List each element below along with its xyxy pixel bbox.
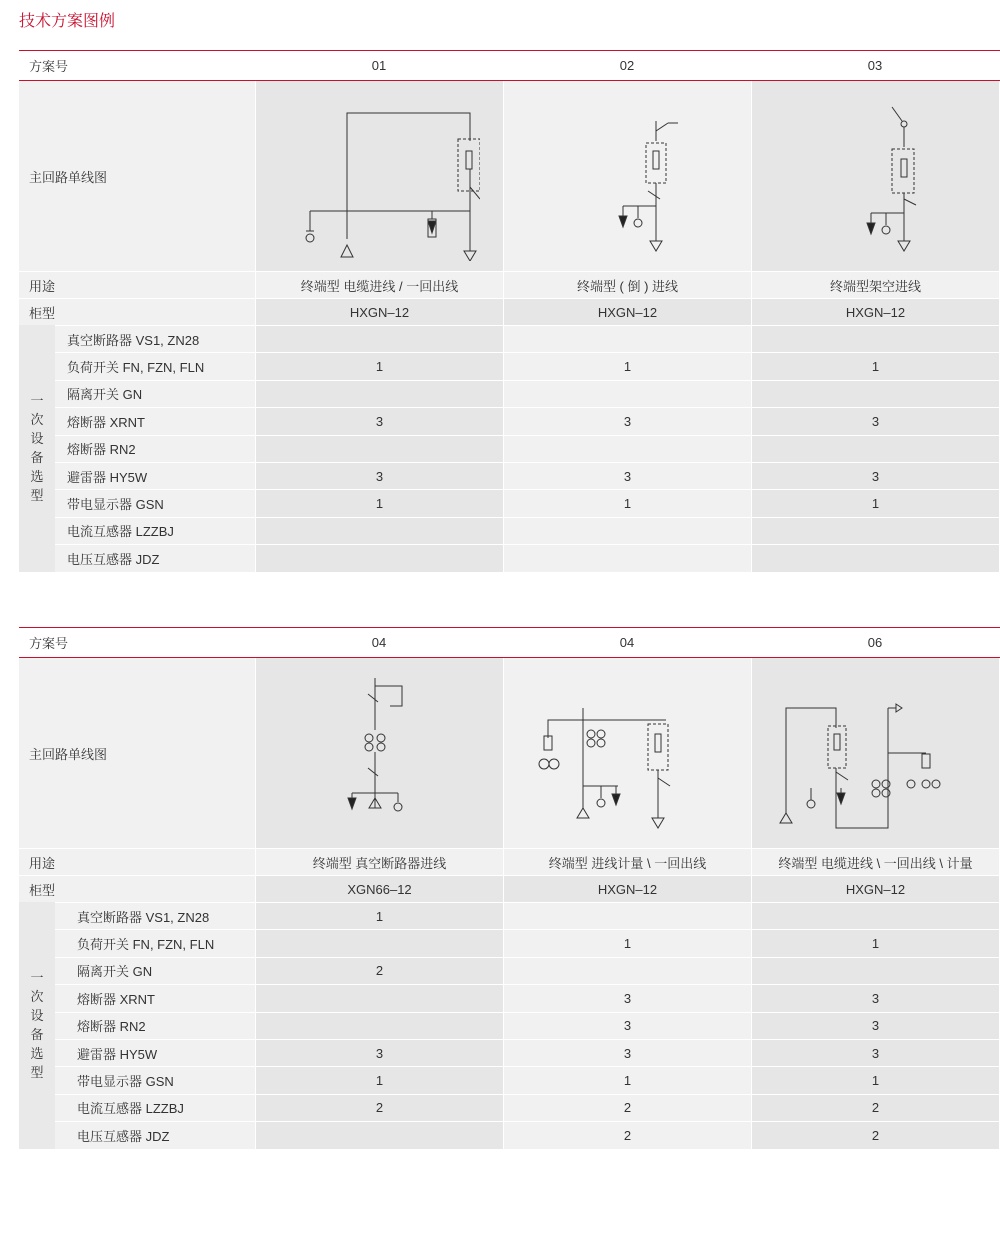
cabinet-row xyxy=(19,298,1000,325)
equipment-qty-cell: 1 xyxy=(503,490,751,516)
cabinet-row xyxy=(19,875,1000,902)
equipment-qty-cell xyxy=(751,958,999,984)
equipment-name: 电流互感器 LZZBJ xyxy=(55,518,255,544)
equipment-qty-cell: 3 xyxy=(503,1040,751,1066)
equipment-name: 负荷开关 FN, FZN, FLN xyxy=(55,353,255,379)
diagram-cell xyxy=(503,81,751,271)
equipment-row xyxy=(55,1066,1000,1093)
cabinet-label: 柜型 xyxy=(19,876,255,902)
equipment-name: 熔断器 XRNT xyxy=(55,408,255,434)
diagram-label: 主回路单线图 xyxy=(19,81,255,271)
usage-cell: 终端型架空进线 xyxy=(751,272,999,298)
equipment-qty-cell xyxy=(751,545,999,571)
equipment-row xyxy=(55,984,1000,1011)
equipment-name: 带电显示器 GSN xyxy=(55,490,255,516)
diagram-cell xyxy=(255,658,503,848)
equipment-qty-cell: 3 xyxy=(751,463,999,489)
cabinet-cell: HXGN–12 xyxy=(503,876,751,902)
equipment-row xyxy=(55,325,1000,352)
equipment-row xyxy=(55,517,1000,544)
equipment-row xyxy=(55,1012,1000,1039)
equipment-qty-cell: 2 xyxy=(751,1095,999,1121)
single-line-diagram-icon xyxy=(518,668,738,838)
usage-row xyxy=(19,271,1000,298)
equipment-qty-cell: 3 xyxy=(751,1013,999,1039)
scheme-no-cell: 06 xyxy=(867,635,883,650)
equipment-qty-cell xyxy=(255,436,503,462)
cabinet-cell: HXGN–12 xyxy=(751,876,999,902)
equipment-qty-cell: 1 xyxy=(751,353,999,379)
equipment-row xyxy=(55,544,1000,571)
equipment-side-label xyxy=(19,325,55,572)
equipment-qty-cell: 2 xyxy=(503,1095,751,1121)
equipment-side-char: 型 xyxy=(30,488,44,504)
equipment-qty-cell xyxy=(503,903,751,929)
cabinet-cell: HXGN–12 xyxy=(503,299,751,325)
usage-label: 用途 xyxy=(19,849,255,875)
equipment-qty-cell: 1 xyxy=(255,490,503,516)
equipment-qty-cell: 1 xyxy=(751,1067,999,1093)
equipment-row xyxy=(55,380,1000,407)
equipment-row xyxy=(55,1121,1000,1148)
usage-cell: 终端型 真空断路器进线 xyxy=(255,849,503,875)
diagram-cell xyxy=(503,658,751,848)
equipment-qty-cell: 3 xyxy=(255,408,503,434)
usage-cell: 终端型 ( 倒 ) 进线 xyxy=(503,272,751,298)
equipment-qty-cell: 1 xyxy=(751,930,999,956)
equipment-qty-cell: 1 xyxy=(255,903,503,929)
equipment-qty-cell: 1 xyxy=(255,353,503,379)
cabinet-cell: XGN66–12 xyxy=(255,876,503,902)
equipment-row xyxy=(55,435,1000,462)
equipment-name: 避雷器 HY5W xyxy=(55,463,255,489)
header-row xyxy=(19,51,1000,81)
scheme-table-1 xyxy=(19,50,1000,572)
usage-label: 用途 xyxy=(19,272,255,298)
equipment-name: 电流互感器 LZZBJ xyxy=(55,1095,255,1121)
diagram-cell xyxy=(751,81,999,271)
equipment-qty-cell xyxy=(751,518,999,544)
scheme-no-cell: 04 xyxy=(619,635,635,650)
equipment-qty-cell xyxy=(255,326,503,352)
equipment-qty-cell xyxy=(255,985,503,1011)
single-line-diagram-icon xyxy=(766,668,986,838)
diagram-cell xyxy=(255,81,503,271)
equipment-qty-cell xyxy=(255,930,503,956)
equipment-qty-cell: 2 xyxy=(503,1122,751,1148)
equipment-qty-cell xyxy=(751,381,999,407)
cabinet-label: 柜型 xyxy=(19,299,255,325)
equipment-row xyxy=(55,352,1000,379)
equipment-qty-cell xyxy=(255,1122,503,1148)
diagram-row xyxy=(19,658,1000,848)
equipment-qty-cell: 3 xyxy=(503,1013,751,1039)
equipment-block xyxy=(19,325,1000,572)
equipment-side-char: 选 xyxy=(30,469,44,485)
single-line-diagram-icon xyxy=(280,91,480,261)
equipment-block xyxy=(19,902,1000,1149)
equipment-side-char: 次 xyxy=(30,412,44,428)
equipment-row xyxy=(55,462,1000,489)
equipment-side-char: 设 xyxy=(30,1008,44,1024)
equipment-name: 负荷开关 FN, FZN, FLN xyxy=(55,930,255,956)
equipment-qty-cell xyxy=(751,436,999,462)
equipment-qty-cell: 2 xyxy=(751,1122,999,1148)
cabinet-cell: HXGN–12 xyxy=(751,299,999,325)
equipment-side-char: 备 xyxy=(30,1027,44,1043)
equipment-row xyxy=(55,929,1000,956)
equipment-side-char: 一 xyxy=(30,393,44,409)
equipment-name: 熔断器 RN2 xyxy=(55,436,255,462)
equipment-side-char: 设 xyxy=(30,431,44,447)
header-row xyxy=(19,628,1000,658)
equipment-qty-cell: 3 xyxy=(503,463,751,489)
equipment-name: 熔断器 XRNT xyxy=(55,985,255,1011)
diagram-row xyxy=(19,81,1000,271)
equipment-qty-cell xyxy=(255,545,503,571)
equipment-qty-cell xyxy=(503,545,751,571)
equipment-row xyxy=(55,1039,1000,1066)
equipment-side-label xyxy=(19,902,55,1149)
scheme-table-2 xyxy=(19,627,1000,1149)
equipment-qty-cell: 3 xyxy=(255,1040,503,1066)
equipment-rows xyxy=(55,325,1000,572)
usage-row xyxy=(19,848,1000,875)
equipment-side-char: 一 xyxy=(30,970,44,986)
equipment-side-char: 选 xyxy=(30,1046,44,1062)
equipment-qty-cell xyxy=(503,381,751,407)
equipment-qty-cell xyxy=(503,326,751,352)
equipment-qty-cell: 3 xyxy=(503,408,751,434)
equipment-qty-cell: 3 xyxy=(503,985,751,1011)
equipment-name: 电压互感器 JDZ xyxy=(55,545,255,571)
equipment-qty-cell: 2 xyxy=(255,1095,503,1121)
equipment-qty-cell: 1 xyxy=(503,930,751,956)
single-line-diagram-icon xyxy=(776,91,976,261)
equipment-row xyxy=(55,902,1000,929)
equipment-side-char: 型 xyxy=(30,1065,44,1081)
equipment-name: 避雷器 HY5W xyxy=(55,1040,255,1066)
equipment-qty-cell xyxy=(255,518,503,544)
scheme-no-cell: 04 xyxy=(371,635,387,650)
equipment-qty-cell: 3 xyxy=(255,463,503,489)
equipment-qty-cell xyxy=(255,381,503,407)
single-line-diagram-icon xyxy=(280,668,480,838)
equipment-qty-cell: 1 xyxy=(255,1067,503,1093)
scheme-no-cell: 01 xyxy=(371,58,387,73)
equipment-row xyxy=(55,407,1000,434)
equipment-qty-cell xyxy=(255,1013,503,1039)
equipment-qty-cell: 3 xyxy=(751,1040,999,1066)
equipment-name: 电压互感器 JDZ xyxy=(55,1122,255,1148)
usage-cell: 终端型 电缆进线 / 一回出线 xyxy=(255,272,503,298)
equipment-qty-cell: 3 xyxy=(751,985,999,1011)
diagram-cell xyxy=(751,658,999,848)
scheme-no-label: 方案号 xyxy=(29,59,69,74)
equipment-row xyxy=(55,1094,1000,1121)
equipment-qty-cell: 1 xyxy=(503,1067,751,1093)
usage-cell: 终端型 电缆进线 \ 一回出线 \ 计量 xyxy=(751,849,999,875)
equipment-rows xyxy=(55,902,1000,1149)
equipment-row xyxy=(55,489,1000,516)
equipment-qty-cell xyxy=(751,903,999,929)
equipment-qty-cell xyxy=(503,518,751,544)
diagram-label: 主回路单线图 xyxy=(19,658,255,848)
scheme-no-cell: 02 xyxy=(619,58,635,73)
equipment-name: 隔离开关 GN xyxy=(55,381,255,407)
equipment-name: 隔离开关 GN xyxy=(55,958,255,984)
cabinet-cell: HXGN–12 xyxy=(255,299,503,325)
scheme-no-label: 方案号 xyxy=(29,636,69,651)
equipment-name: 带电显示器 GSN xyxy=(55,1067,255,1093)
equipment-qty-cell: 1 xyxy=(751,490,999,516)
single-line-diagram-icon xyxy=(528,91,728,261)
equipment-qty-cell: 2 xyxy=(255,958,503,984)
equipment-name: 真空断路器 VS1, ZN28 xyxy=(55,903,255,929)
equipment-qty-cell: 1 xyxy=(503,353,751,379)
equipment-side-char: 备 xyxy=(30,450,44,466)
page-title: 技术方案图例 xyxy=(19,13,116,30)
equipment-name: 熔断器 RN2 xyxy=(55,1013,255,1039)
equipment-side-char: 次 xyxy=(30,989,44,1005)
equipment-row xyxy=(55,957,1000,984)
equipment-name: 真空断路器 VS1, ZN28 xyxy=(55,326,255,352)
equipment-qty-cell: 3 xyxy=(751,408,999,434)
scheme-no-cell: 03 xyxy=(867,58,883,73)
equipment-qty-cell xyxy=(751,326,999,352)
usage-cell: 终端型 进线计量 \ 一回出线 xyxy=(503,849,751,875)
equipment-qty-cell xyxy=(503,436,751,462)
equipment-qty-cell xyxy=(503,958,751,984)
